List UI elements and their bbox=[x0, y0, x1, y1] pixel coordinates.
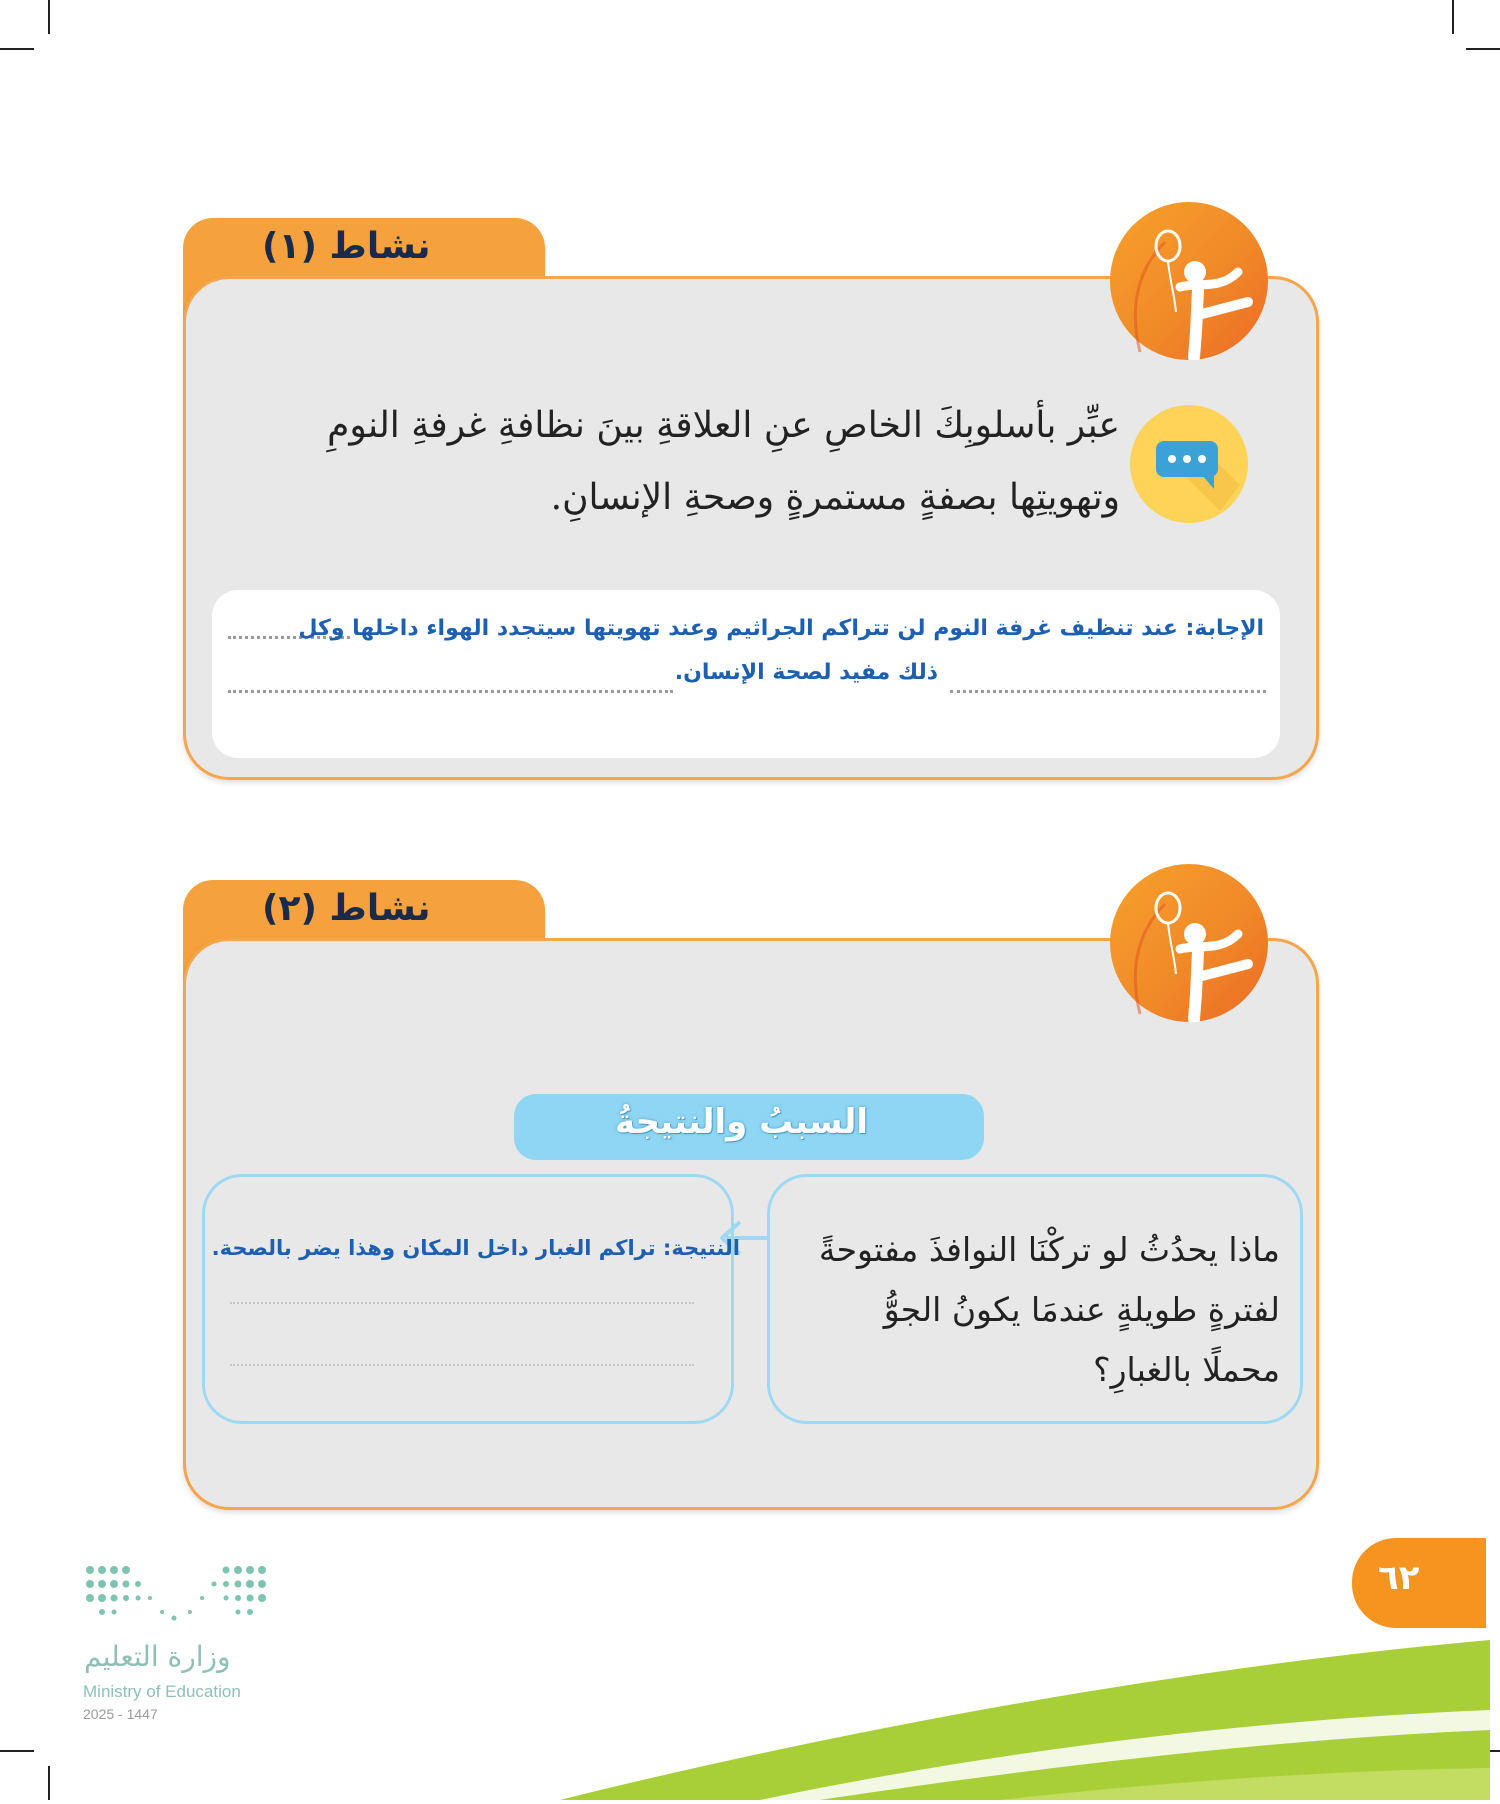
ministry-year: 2025 - 1447 bbox=[83, 1706, 158, 1722]
result-answer[interactable]: النتيجة: تراكم الغبار داخل المكان وهذا يضر بالصحة. bbox=[211, 1236, 740, 1260]
activity-title: نشاط (٢) bbox=[262, 888, 431, 929]
answer-dotted-line bbox=[950, 690, 1266, 693]
activity-title: نشاط (١) bbox=[262, 226, 431, 267]
cause-effect-title: السببُ والنتيجةُ bbox=[615, 1102, 869, 1142]
result-dotted-line bbox=[230, 1364, 694, 1366]
question-line-2: لفترةٍ طويلةٍ عندمَا يكونُ الجوُّ bbox=[883, 1290, 1280, 1329]
activity-badge-icon bbox=[1110, 864, 1268, 1022]
answer-dotted-line bbox=[228, 690, 673, 693]
chat-bubble-icon bbox=[1130, 405, 1248, 523]
prompt-line-1: عبِّر بأسلوبِكَ الخاصِ عنِ العلاقةِ بينَ نظافةِ غرفةِ النومِ bbox=[327, 405, 1120, 446]
answer-line-2[interactable]: ذلك مفيد لصحة الإنسان. bbox=[674, 660, 938, 685]
page-number: ٦٢ bbox=[1378, 1558, 1420, 1598]
crop-mark bbox=[1466, 48, 1500, 50]
ministry-name-english: Ministry of Education bbox=[83, 1682, 241, 1701]
activity-badge-icon bbox=[1110, 202, 1268, 360]
result-dotted-line bbox=[230, 1302, 694, 1304]
crop-mark bbox=[0, 48, 34, 50]
result-box bbox=[202, 1174, 734, 1424]
ministry-logo-icon bbox=[82, 1560, 272, 1630]
crop-mark bbox=[48, 0, 50, 34]
question-line-1: ماذا يحدُثُ لو تركْنَا النوافذَ مفتوحةً bbox=[818, 1230, 1280, 1269]
crop-mark bbox=[1452, 0, 1454, 34]
ministry-name-arabic: وزارة التعليم bbox=[84, 1640, 231, 1673]
prompt-line-2: وتهويتِها بصفةٍ مستمرةٍ وصحةِ الإنسانِ. bbox=[550, 477, 1120, 518]
question-line-3: محملًا بالغبارِ؟ bbox=[1093, 1350, 1280, 1389]
answer-line-1[interactable]: الإجابة: عند تنظيف غرفة النوم لن تتراكم الجراثيم وعند تهويتها سيتجدد الهواء داخلها وكل bbox=[298, 616, 1264, 641]
